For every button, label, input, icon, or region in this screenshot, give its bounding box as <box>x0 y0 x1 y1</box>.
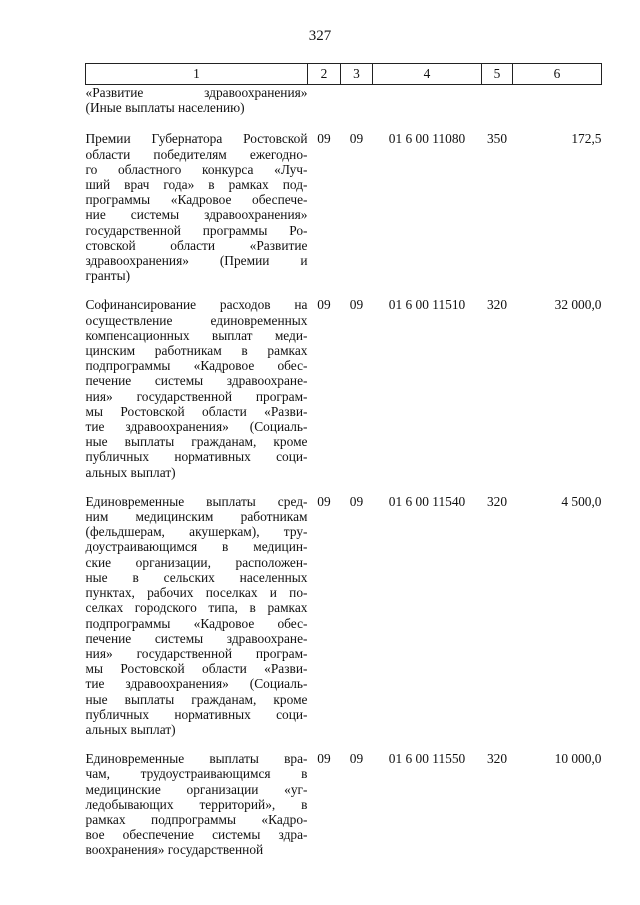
expense-type-code: 350 <box>486 131 508 147</box>
description-line: государственной программы Ро- <box>85 222 308 238</box>
description-line: публичных нормативных соци- <box>85 706 308 722</box>
description-line: цинским работникам в рамках <box>85 343 308 359</box>
description-line: Премии Губернатора Ростовской <box>85 131 308 147</box>
description-line: доустраивающимся в медицин- <box>85 539 308 555</box>
description-line: стовской области «Развитие <box>85 237 308 253</box>
description-line: го областного конкурса «Луч- <box>85 161 308 177</box>
amount: 4 500,0 <box>561 493 602 509</box>
subsection-code: 09 <box>349 297 364 313</box>
description-line: ные в сельских населенных <box>85 569 308 585</box>
section-code <box>308 85 341 124</box>
description-line: программы «Кадровое обеспече- <box>85 192 308 208</box>
table-row <box>86 486 602 743</box>
description-line: (фельдшерам, акушеркам), тру- <box>85 524 308 540</box>
section-code: 09 <box>317 131 331 147</box>
description-line: компенсационных выплат меди- <box>85 327 308 343</box>
description-line: (Иные выплаты населению) <box>85 100 245 116</box>
description-line: воохранения» государственной <box>85 842 264 858</box>
description-line: гранты) <box>85 268 131 284</box>
description-line: пунктах, рабочих поселках и по- <box>85 585 308 601</box>
row-description <box>86 486 308 743</box>
budget-table <box>85 63 602 864</box>
amount: 32 000,0 <box>554 297 602 313</box>
header-col-5: 5 <box>482 64 513 85</box>
description-line: ские организации, расположен- <box>85 554 308 570</box>
description-line: вое обеспечение системы здра- <box>85 827 308 843</box>
expense-type-code <box>482 85 513 124</box>
description-line: ледобывающих территорий», в <box>85 796 308 812</box>
target-article-code: 01 6 00 11510 <box>388 297 466 313</box>
description-line: Единовременные выплаты вра- <box>85 751 308 767</box>
subsection-code: 09 <box>349 493 364 509</box>
table-row <box>86 289 602 485</box>
description-line: медицинские организации «уг- <box>85 781 308 797</box>
description-line: Единовременные выплаты сред- <box>85 493 308 509</box>
description-line: подпрограммы «Кадровое обес- <box>85 615 308 631</box>
expense-type-code: 320 <box>486 493 508 509</box>
description-line: области победителям ежегодно- <box>85 146 308 162</box>
description-line: ния» государственной програм- <box>85 645 308 661</box>
description-line: альных выплат) <box>85 464 176 480</box>
amount <box>513 85 602 124</box>
description-line: мы Ростовской области «Разви- <box>85 403 308 419</box>
description-line: ним медицинским работникам <box>85 509 308 525</box>
description-line: ния» государственной програм- <box>85 388 308 404</box>
description-line: альных выплат) <box>85 721 176 737</box>
description-line: тие здравоохранения» (Социаль- <box>85 419 308 435</box>
description-line: осуществление единовременных <box>85 312 308 328</box>
expense-type-code: 320 <box>486 751 508 767</box>
table-row <box>86 743 602 863</box>
description-line: Софинансирование расходов на <box>85 297 308 313</box>
row-description <box>86 743 308 863</box>
target-article-code: 01 6 00 11540 <box>388 493 466 509</box>
table-body <box>86 85 602 864</box>
description-line: тие здравоохранения» (Социаль- <box>85 676 308 692</box>
subsection-code <box>341 85 373 124</box>
header-col-6: 6 <box>513 64 602 85</box>
description-line: селках городского типа, в рамках <box>85 600 308 616</box>
page-number: 327 <box>308 28 332 44</box>
description-line: ние системы здравоохранения» <box>85 207 308 223</box>
target-article-code <box>373 85 482 124</box>
description-line: рамках подпрограммы «Кадро- <box>85 811 308 827</box>
target-article-code: 01 6 00 11550 <box>388 751 466 767</box>
row-description <box>86 123 308 289</box>
header-col-2: 2 <box>308 64 341 85</box>
description-line: подпрограммы «Кадровое обес- <box>85 358 308 374</box>
section-code: 09 <box>317 493 331 509</box>
row-description <box>86 85 308 124</box>
expense-type-code: 320 <box>486 297 508 313</box>
description-line: чам, трудоустраивающимся в <box>85 766 308 782</box>
target-article-code: 01 6 00 11080 <box>388 131 466 147</box>
amount: 172,5 <box>571 131 602 147</box>
description-line: публичных нормативных соци- <box>85 449 308 465</box>
header-col-3: 3 <box>341 64 373 85</box>
description-line: ные выплаты гражданам, кроме <box>85 691 308 707</box>
table-row <box>86 123 602 289</box>
section-code: 09 <box>317 297 331 313</box>
table-row <box>86 85 602 124</box>
header-row <box>86 64 602 85</box>
section-code: 09 <box>317 751 331 767</box>
description-line: печение системы здравоохране- <box>85 630 308 646</box>
header-col-1: 1 <box>86 64 308 85</box>
description-line: ные выплаты гражданам, кроме <box>85 434 308 450</box>
header-col-4: 4 <box>373 64 482 85</box>
description-line: здравоохранения» (Премии и <box>85 253 308 269</box>
description-line: печение системы здравоохране- <box>85 373 308 389</box>
row-description <box>86 289 308 485</box>
description-line: мы Ростовской области «Разви- <box>85 661 308 677</box>
description-line: «Развитие здравоохранения» <box>85 85 308 100</box>
description-line: ший врач года» в рамках под- <box>85 177 308 193</box>
amount: 10 000,0 <box>554 751 602 767</box>
subsection-code: 09 <box>349 131 364 147</box>
subsection-code: 09 <box>349 751 364 767</box>
